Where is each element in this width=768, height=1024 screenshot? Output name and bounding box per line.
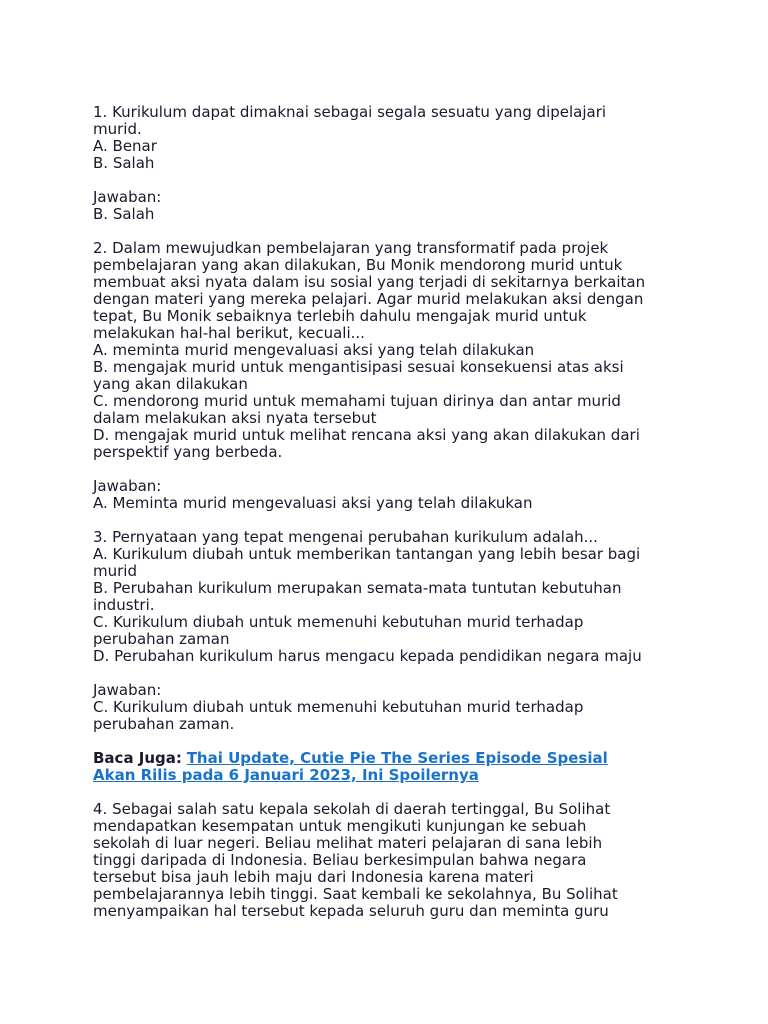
- option-c: C. mendorong murid untuk memahami tujuan dirinya dan antar murid: [93, 392, 621, 410]
- question-text: sekolah di luar negeri. Beliau melihat materi pelajaran di sana lebih: [93, 834, 603, 852]
- question-1: [93, 104, 693, 172]
- answer-1: [93, 189, 693, 223]
- question-text: pembelajaran yang akan dilakukan, Bu Monik mendorong murid untuk: [93, 256, 623, 274]
- answer-2: [93, 478, 693, 512]
- option-c: dalam melakukan aksi nyata tersebut: [93, 409, 377, 427]
- question-text: 2. Dalam mewujudkan pembelajaran yang transformatif pada projek: [93, 239, 609, 257]
- question-text: tersebut bisa jauh lebih maju dari Indonesia karena materi: [93, 868, 534, 886]
- question-text: pembelajarannya lebih tinggi. Saat kembali ke sekolahnya, Bu Solihat: [93, 885, 618, 903]
- question-text: membuat aksi nyata dalam isu sosial yang terjadi di sekitarnya berkaitan: [93, 273, 646, 291]
- option-a: A. Kurikulum diubah untuk memberikan tantangan yang lebih besar bagi: [93, 545, 641, 563]
- answer-text: A. Meminta murid mengevaluasi aksi yang telah dilakukan: [93, 494, 533, 512]
- baca-juga-block: [93, 750, 693, 784]
- question-4: [93, 801, 693, 920]
- option-b: B. Perubahan kurikulum merupakan semata-mata tuntutan kebutuhan: [93, 579, 622, 597]
- question-text: tinggi daripada di Indonesia. Beliau berkesimpulan bahwa negara: [93, 851, 587, 869]
- option-c: perubahan zaman: [93, 630, 230, 648]
- question-text: menyampaikan hal tersebut kepada seluruh guru dan meminta guru: [93, 902, 609, 920]
- answer-label: Jawaban:: [93, 188, 162, 206]
- option-b: industri.: [93, 596, 155, 614]
- option-b: B. mengajak murid untuk mengantisipasi sesuai konsekuensi atas aksi: [93, 358, 624, 376]
- option-d: D. mengajak murid untuk melihat rencana aksi yang akan dilakukan dari: [93, 426, 640, 444]
- option-a: murid: [93, 562, 137, 580]
- baca-juga-label: Baca Juga:: [93, 749, 182, 767]
- question-text: melakukan hal-hal berikut, kecuali...: [93, 324, 365, 342]
- answer-text: C. Kurikulum diubah untuk memenuhi kebutuhan murid terhadap: [93, 698, 584, 716]
- question-text: 4. Sebagai salah satu kepala sekolah di daerah tertinggal, Bu Solihat: [93, 800, 611, 818]
- question-text: tepat, Bu Monik sebaiknya terlebih dahulu mengajak murid untuk: [93, 307, 587, 325]
- answer-text: perubahan zaman.: [93, 715, 235, 733]
- option-c: C. Kurikulum diubah untuk memenuhi kebutuhan murid terhadap: [93, 613, 584, 631]
- option-a: A. Benar: [93, 137, 157, 155]
- option-b: yang akan dilakukan: [93, 375, 248, 393]
- question-text: 3. Pernyataan yang tepat mengenai perubahan kurikulum adalah...: [93, 528, 598, 546]
- question-text: dengan materi yang mereka pelajari. Agar murid melakukan aksi dengan: [93, 290, 644, 308]
- answer-3: [93, 682, 693, 733]
- article-body: [93, 104, 693, 920]
- question-3: [93, 529, 693, 665]
- option-d: D. Perubahan kurikulum harus mengacu kepada pendidikan negara maju: [93, 647, 642, 665]
- option-d: perspektif yang berbeda.: [93, 443, 283, 461]
- question-text: 1. Kurikulum dapat dimaknai sebagai segala sesuatu yang dipelajari: [93, 103, 607, 121]
- answer-text: B. Salah: [93, 205, 155, 223]
- answer-label: Jawaban:: [93, 681, 162, 699]
- question-2: [93, 240, 693, 461]
- baca-juga-link[interactable]: Thai Update, Cutie Pie The Series Episode Spesial: [186, 749, 608, 767]
- option-a: A. meminta murid mengevaluasi aksi yang telah dilakukan: [93, 341, 535, 359]
- baca-juga-link[interactable]: Akan Rilis pada 6 Januari 2023, Ini Spoilernya: [93, 766, 479, 784]
- question-text: mendapatkan kesempatan untuk mengikuti kunjungan ke sebuah: [93, 817, 587, 835]
- answer-label: Jawaban:: [93, 477, 162, 495]
- option-b: B. Salah: [93, 154, 155, 172]
- question-text: murid.: [93, 120, 142, 138]
